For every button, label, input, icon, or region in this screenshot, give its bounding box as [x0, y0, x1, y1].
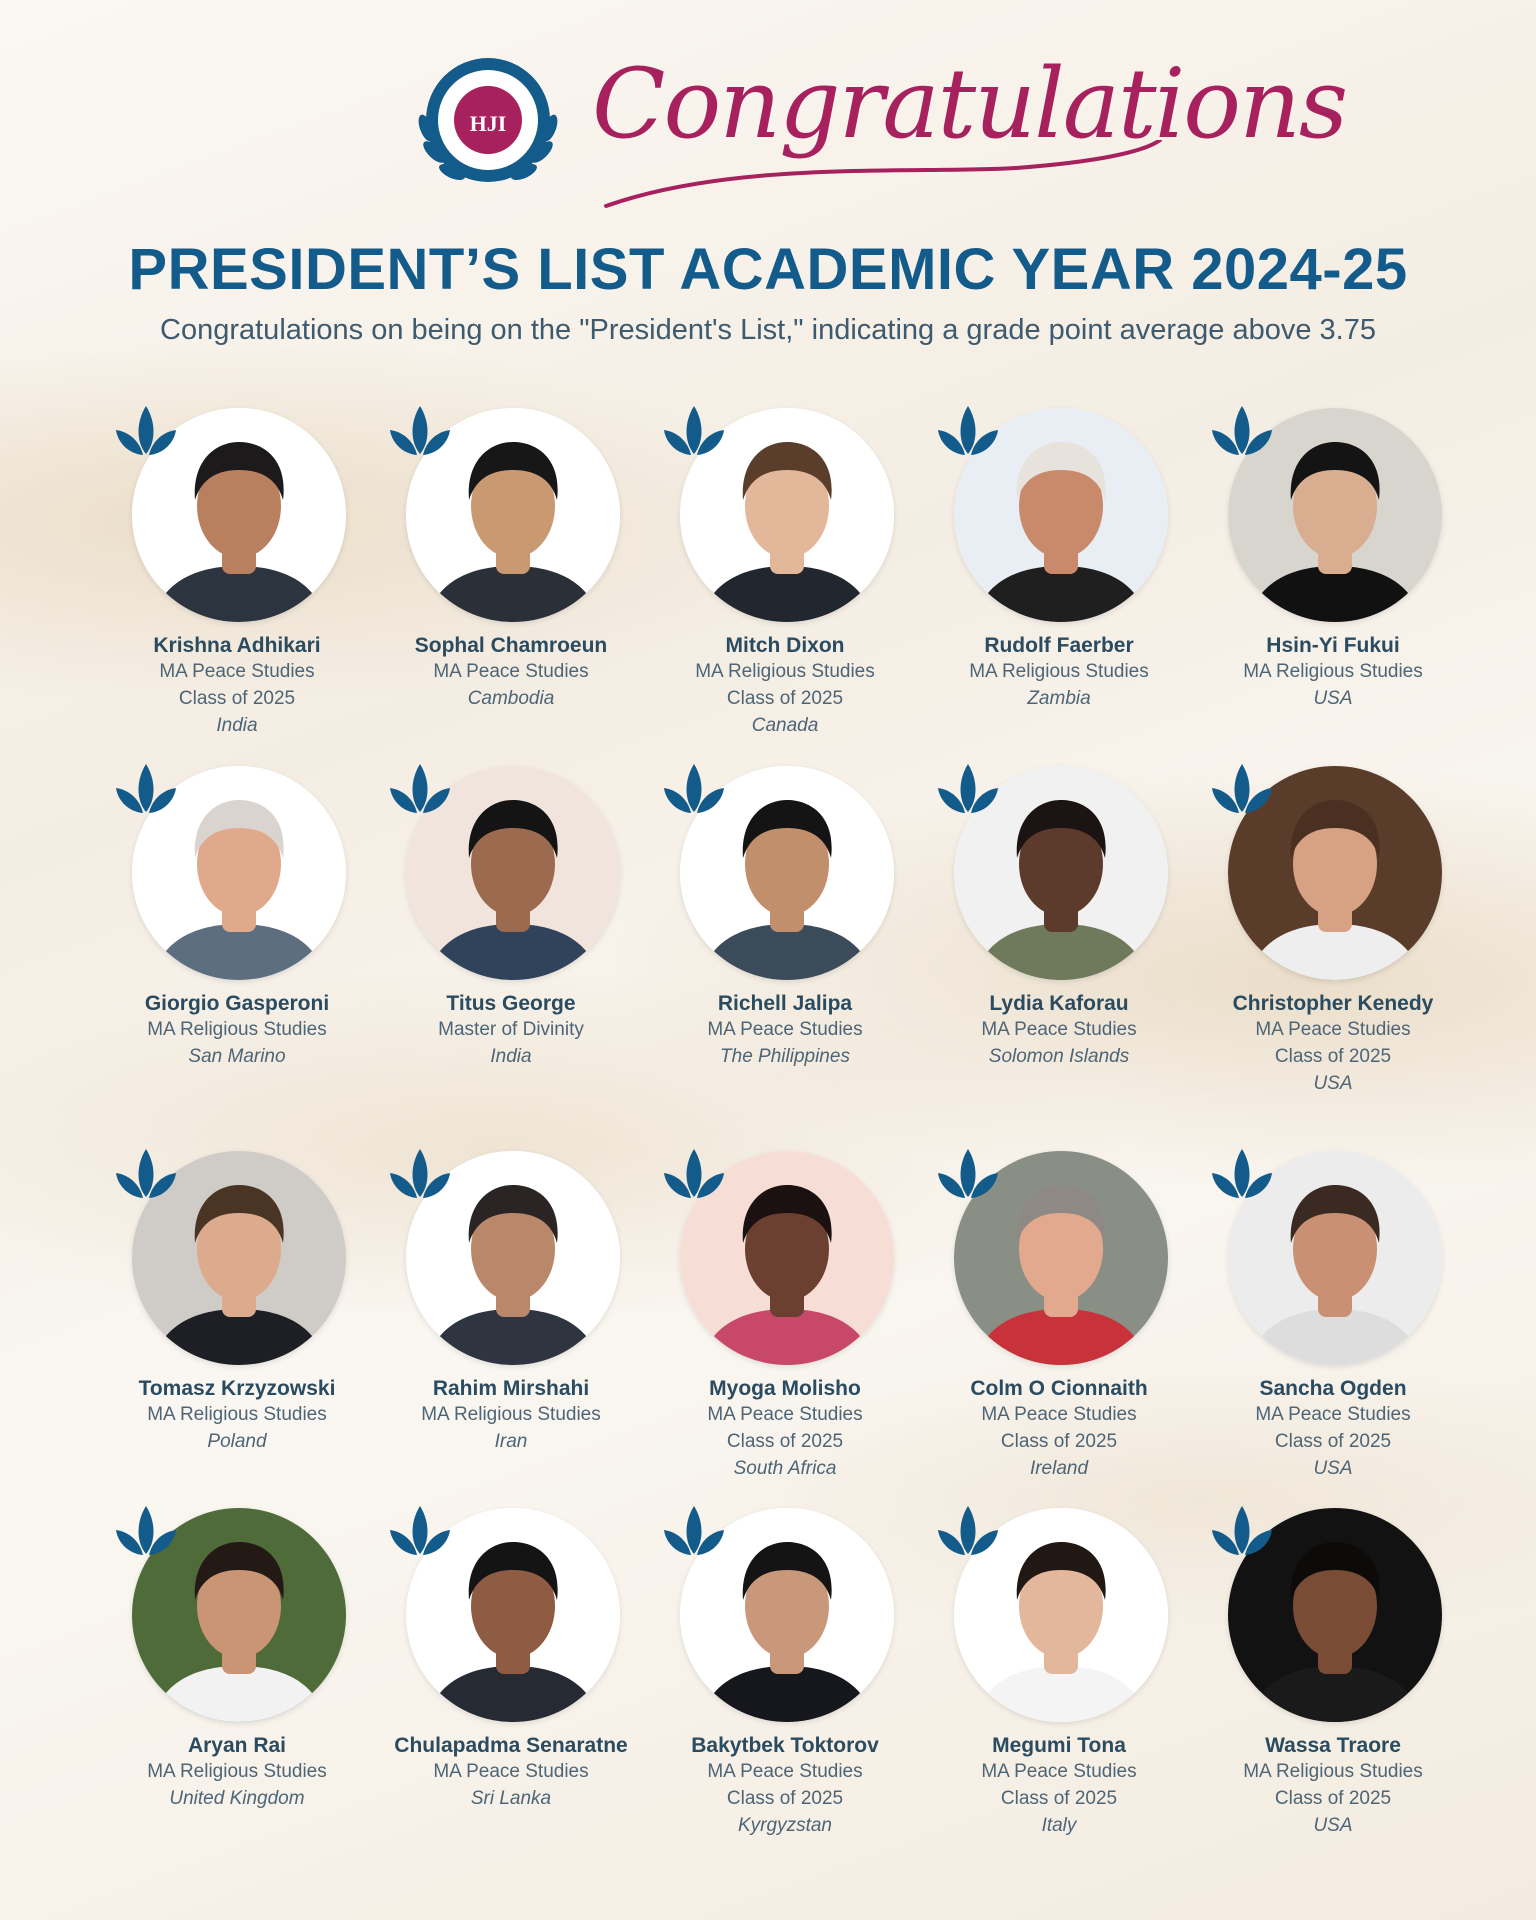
student-class: Class of 2025 — [726, 688, 844, 709]
student-name: Myoga Molisho — [709, 1377, 861, 1400]
student-country: Italy — [1041, 1815, 1077, 1836]
leaf-icon — [114, 1147, 178, 1201]
student-country: Kyrgyzstan — [738, 1815, 832, 1836]
photo-frame — [680, 1151, 894, 1365]
student-program: MA Religious Studies — [147, 1761, 327, 1782]
photo-frame — [954, 1151, 1168, 1365]
photo-frame — [1228, 766, 1442, 980]
leaf-icon — [114, 404, 178, 458]
student-name: Krishna Adhikari — [153, 634, 321, 657]
student-class: Class of 2025 — [1274, 1788, 1392, 1809]
student-country: USA — [1313, 1815, 1353, 1836]
student-program: MA Religious Studies — [1243, 661, 1423, 682]
student-country: The Philippines — [720, 1046, 850, 1067]
student-country: Iran — [494, 1431, 528, 1452]
student-name: Rudolf Faerber — [984, 634, 1134, 657]
student-program: MA Peace Studies — [981, 1019, 1137, 1040]
leaf-icon — [936, 404, 1000, 458]
leaf-icon — [662, 1504, 726, 1558]
student-country: Zambia — [1027, 688, 1091, 709]
photo-frame — [406, 1151, 620, 1365]
student-country: USA — [1313, 1073, 1353, 1094]
student-country: United Kingdom — [169, 1788, 305, 1809]
student-name: Aryan Rai — [187, 1734, 287, 1757]
student-program: MA Religious Studies — [421, 1404, 601, 1425]
student-name: Mitch Dixon — [725, 634, 845, 657]
photo-frame — [406, 766, 620, 980]
student-name: Lydia Kaforau — [989, 992, 1129, 1015]
student-name: Chulapadma Senaratne — [394, 1734, 628, 1757]
student-name: Hsin-Yi Fukui — [1266, 634, 1400, 657]
page-subtitle: Congratulations on being on the "President's List," indicating a grade point average above 3.75 — [160, 314, 1376, 346]
swash-underline — [596, 140, 1166, 220]
photo-frame — [132, 1508, 346, 1722]
leaf-icon — [1210, 404, 1274, 458]
page-title: PRESIDENT’S LIST ACADEMIC YEAR 2024-25 — [128, 237, 1408, 302]
student-country: USA — [1313, 688, 1353, 709]
student-country: USA — [1313, 1458, 1353, 1479]
student-name: Wassa Traore — [1265, 1734, 1401, 1757]
student-class: Class of 2025 — [1000, 1431, 1118, 1452]
leaf-icon — [1210, 1504, 1274, 1558]
photo-frame — [406, 408, 620, 622]
header — [0, 0, 1536, 380]
student-country: Ireland — [1029, 1458, 1089, 1479]
student-program: MA Peace Studies — [159, 661, 315, 682]
student-name: Rahim Mirshahi — [432, 1377, 590, 1400]
student-program: MA Religious Studies — [147, 1404, 327, 1425]
student-class: Class of 2025 — [726, 1788, 844, 1809]
student-program: MA Peace Studies — [433, 1761, 589, 1782]
photo-frame — [132, 1151, 346, 1365]
leaf-icon — [1210, 1147, 1274, 1201]
student-program: MA Peace Studies — [1255, 1019, 1411, 1040]
leaf-icon — [388, 1504, 452, 1558]
student-class: Class of 2025 — [1274, 1046, 1392, 1067]
student-program: MA Peace Studies — [981, 1761, 1137, 1782]
leaf-icon — [388, 1147, 452, 1201]
student-program: MA Peace Studies — [707, 1019, 863, 1040]
student-program: MA Religious Studies — [695, 661, 875, 682]
photo-frame — [680, 1508, 894, 1722]
leaf-icon — [936, 1147, 1000, 1201]
student-name: Titus George — [446, 992, 576, 1015]
photo-frame — [406, 1508, 620, 1722]
photo-frame — [132, 408, 346, 622]
student-program: MA Religious Studies — [969, 661, 1149, 682]
student-name: Sancha Ogden — [1259, 1377, 1407, 1400]
student-program: MA Peace Studies — [707, 1404, 863, 1425]
leaf-icon — [114, 762, 178, 816]
student-class: Class of 2025 — [178, 688, 296, 709]
photo-frame — [132, 766, 346, 980]
photo-frame — [1228, 1151, 1442, 1365]
student-name: Tomasz Krzyzowski — [138, 1377, 336, 1400]
student-name: Richell Jalipa — [717, 992, 853, 1015]
student-program: MA Peace Studies — [1255, 1404, 1411, 1425]
student-program: MA Peace Studies — [707, 1761, 863, 1782]
leaf-icon — [388, 762, 452, 816]
student-program: MA Peace Studies — [981, 1404, 1137, 1425]
student-program: MA Religious Studies — [147, 1019, 327, 1040]
leaf-icon — [114, 1504, 178, 1558]
leaf-icon — [388, 404, 452, 458]
student-name: Christopher Kenedy — [1232, 992, 1434, 1015]
leaf-icon — [936, 1504, 1000, 1558]
student-country: Sri Lanka — [470, 1788, 552, 1809]
student-country: South Africa — [733, 1458, 837, 1479]
student-country: India — [216, 715, 258, 736]
logo-text: HJI — [469, 111, 507, 136]
student-name: Bakytbek Toktorov — [691, 1734, 879, 1757]
photo-frame — [954, 766, 1168, 980]
photo-frame — [954, 1508, 1168, 1722]
student-country: Solomon Islands — [988, 1046, 1130, 1067]
leaf-icon — [936, 762, 1000, 816]
student-country: Cambodia — [467, 688, 555, 709]
student-country: Canada — [751, 715, 819, 736]
student-class: Class of 2025 — [1274, 1431, 1392, 1452]
photo-frame — [954, 408, 1168, 622]
leaf-icon — [662, 1147, 726, 1201]
student-country: San Marino — [188, 1046, 286, 1067]
student-program: MA Religious Studies — [1243, 1761, 1423, 1782]
student-country: India — [490, 1046, 532, 1067]
photo-frame — [1228, 1508, 1442, 1722]
leaf-icon — [1210, 762, 1274, 816]
student-class: Class of 2025 — [1000, 1788, 1118, 1809]
photo-frame — [680, 408, 894, 622]
photo-frame — [680, 766, 894, 980]
photo-frame — [1228, 408, 1442, 622]
student-program: Master of Divinity — [438, 1019, 584, 1040]
student-name: Giorgio Gasperoni — [144, 992, 330, 1015]
congratulations-heading: Congratulations — [592, 48, 1347, 160]
student-country: Poland — [207, 1431, 267, 1452]
student-class: Class of 2025 — [726, 1431, 844, 1452]
leaf-icon — [662, 404, 726, 458]
leaf-icon — [662, 762, 726, 816]
student-name: Colm O Cionnaith — [970, 1377, 1148, 1400]
student-name: Megumi Tona — [992, 1734, 1126, 1757]
student-name: Sophal Chamroeun — [414, 634, 608, 657]
student-program: MA Peace Studies — [433, 661, 589, 682]
